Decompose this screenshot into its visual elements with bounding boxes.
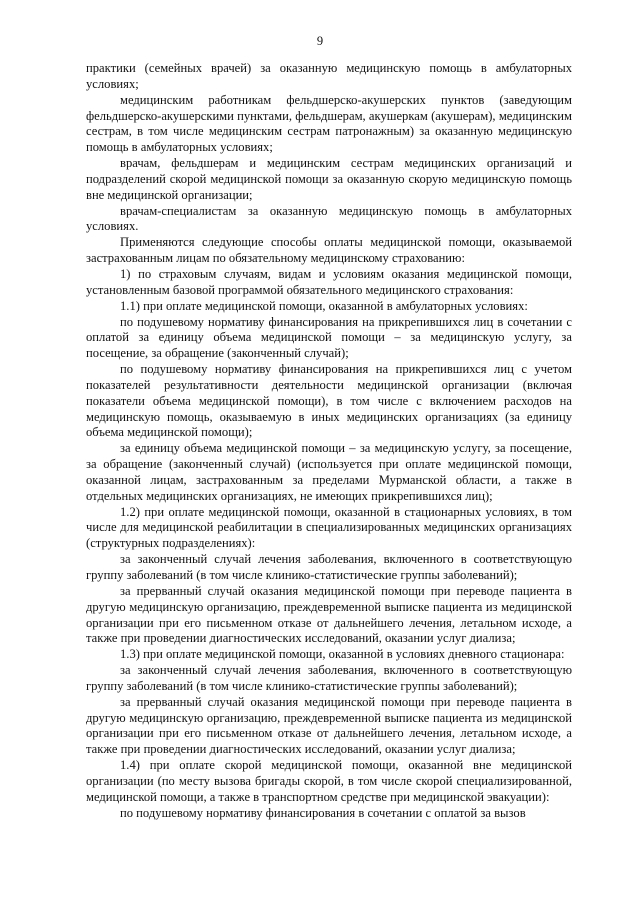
paragraph: 1.1) при оплате медицинской помощи, оказанной в амбулаторных условиях: xyxy=(120,298,528,313)
paragraph: за прерванный случай оказания медицинской помощи при переводе пациента в другую медицинскую организацию, преждевременной выписке пациента из медицинской организации при его письменном отказе от дальнейшего лечения, летальном исходе, а также при проведении диагностических исследований, оказании услуг диализа; xyxy=(86,583,572,646)
paragraph: за законченный случай лечения заболевания, включенного в соответствующую группу заболеваний (в том числе клинико-статистические группы заболеваний); xyxy=(86,663,572,693)
paragraph: 1) по страховым случаям, видам и условиям оказания медицинской помощи, установленным базовой программой обязательного медицинского страхования: xyxy=(86,266,572,297)
paragraph: практики (семейных врачей) за оказанную медицинскую помощь в амбулаторных условиях; xyxy=(86,61,572,91)
paragraph: за единицу объема медицинской помощи – за медицинскую услугу, за посещение, за обращение (законченный случай) (используется при оплате медицинской помощи, оказанной лицам, застрахованным за пределами Мурманской области, а также в отдельных медицинских организациях, не имеющих прикрепившихся лиц); xyxy=(86,441,572,503)
paragraph: врачам, фельдшерам и медицинским сестрам медицинских организаций и подразделений скорой медицинской помощи за оказанную скорую медицинскую помощь вне медицинской организации; xyxy=(86,156,572,202)
page-number: 9 xyxy=(316,34,324,48)
paragraph: 1.3) при оплате медицинской помощи, оказанной в условиях дневного стационара: xyxy=(120,647,565,662)
paragraph: по подушевому нормативу финансирования в сочетании с оплатой за вызов xyxy=(120,805,526,820)
paragraph: за законченный случай лечения заболевания, включенного в соответствующую группу заболеваний (в том числе клинико-статистические группы заболеваний); xyxy=(86,552,572,582)
document-body xyxy=(86,61,572,822)
paragraph: 1.2) при оплате медицинской помощи, оказанной в стационарных условиях, в том числе для медицинской реабилитации в специализированных медицинских организациях (структурных подразделениях): xyxy=(86,504,572,551)
paragraph: Применяются следующие способы оплаты медицинской помощи, оказываемой застрахованным лицам по обязательному медицинскому страхованию: xyxy=(86,235,572,266)
paragraph: по подушевому нормативу финансирования на прикрепившихся лиц с учетом показателей результативности деятельности медицинской организации (включая показатели объема медицинской помощи), в том числе с включением расходов на медицинскую помощь, оказываемую в иных медицинских организациях (за единицу объема медицинской помощи); xyxy=(86,362,572,440)
paragraph: медицинским работникам фельдшерско-акушерских пунктов (заведующим фельдшерско-акушерскими пунктами, фельдшерам, акушеркам (акушерам), медицинским сестрам, в том числе медицинским сестрам патронажным) за оказанную медицинскую помощь в амбулаторных условиях; xyxy=(86,92,572,155)
paragraph: по подушевому нормативу финансирования на прикрепившихся лиц в сочетании с оплатой за единицу объема медицинской помощи – за медицинскую услугу, за посещение, за обращение (законченный случай); xyxy=(86,314,572,361)
paragraph: врачам-специалистам за оказанную медицинскую помощь в амбулаторных условиях. xyxy=(86,203,572,234)
paragraph: 1.4) при оплате скорой медицинской помощи, оказанной вне медицинской организации (по месту вызова бригады скорой, в том числе скорой специализированной, медицинской помощи, а также в транспортном средстве при медицинской эвакуации): xyxy=(86,758,572,804)
paragraph: за прерванный случай оказания медицинской помощи при переводе пациента в другую медицинскую организацию, преждевременной выписке пациента из медицинской организации при его письменном отказе от дальнейшего лечения, летальном исходе, а также при проведении диагностических исследований, оказании услуг диализа; xyxy=(86,694,572,757)
